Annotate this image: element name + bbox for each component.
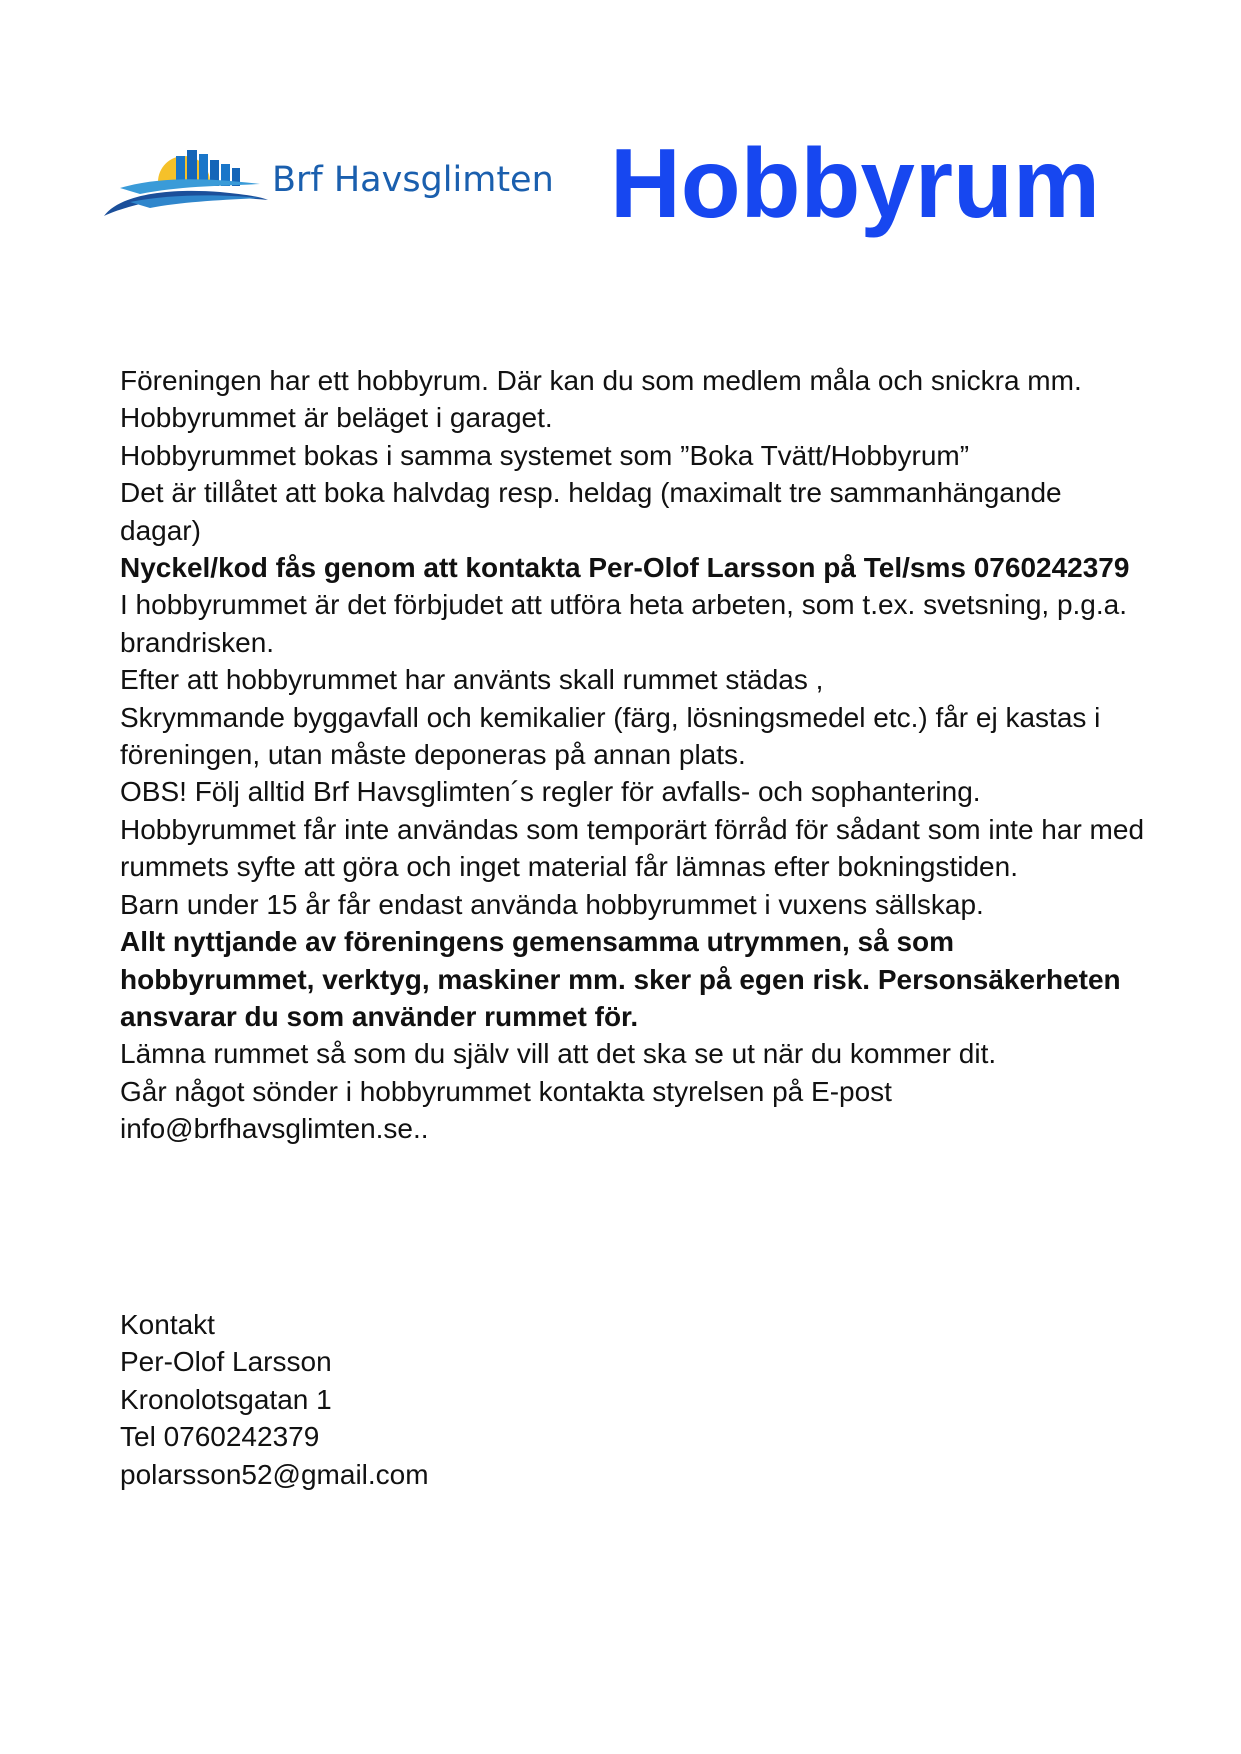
body-paragraph: Lämna rummet så som du själv vill att det ska se ut när du kommer dit.	[120, 1038, 997, 1070]
contact-address: Kronolotsgatan 1	[120, 1383, 332, 1415]
logo-emblem-icon	[100, 142, 280, 222]
body-paragraph: OBS! Följ alltid Brf Havsglimten´s regler för avfalls- och sophantering.	[120, 776, 981, 808]
document-body	[120, 362, 1150, 1148]
document-header	[100, 128, 1140, 238]
contact-phone: Tel 0760242379	[120, 1421, 320, 1453]
contact-name: Per-Olof Larsson	[120, 1346, 332, 1378]
body-paragraph: Hobbyrummet bokas i samma systemet som ”Boka Tvätt/Hobbyrum”	[120, 439, 970, 471]
body-paragraph: Barn under 15 år får endast använda hobbyrummet i vuxens sällskap.	[120, 888, 984, 920]
key-code-notice: Nyckel/kod fås genom att kontakta Per-Olof Larsson på Tel/sms 0760242379	[120, 552, 1130, 584]
body-paragraph: Föreningen har ett hobbyrum. Där kan du som medlem måla och snickra mm.	[120, 365, 1082, 396]
body-paragraph: Efter att hobbyrummet har använts skall rummet städas ,	[120, 664, 824, 696]
body-paragraph: Hobbyrummet får inte användas som temporärt förråd för sådant som inte har med rummets syfte att göra och inget material får lämnas efter bokningstiden.	[120, 813, 1145, 883]
body-paragraph: I hobbyrummet är det förbjudet att utföra heta arbeten, som t.ex. svetsning, p.g.a. brandrisken.	[120, 589, 1128, 658]
page-title: Hobbyrum	[610, 128, 1100, 238]
contact-heading: Kontakt	[120, 1309, 215, 1340]
body-paragraph: Går något sönder i hobbyrummet kontakta styrelsen på E-post info@brfhavsglimten.se..	[120, 1075, 892, 1145]
brf-havsglimten-logo	[100, 142, 570, 222]
risk-notice: Allt nyttjande av föreningens gemensamma utrymmen, så som hobbyrummet, verktyg, maskiner mm. sker på egen risk. Personsäkerheten ansvarar du som använder rummet för.	[120, 926, 1121, 1032]
body-paragraph: Det är tillåtet att boka halvdag resp. heldag (maximalt tre sammanhängande dagar)	[120, 477, 1062, 546]
body-paragraph: Hobbyrummet är beläget i garaget.	[120, 402, 553, 434]
body-paragraph: Skrymmande byggavfall och kemikalier (färg, lösningsmedel etc.) får ej kastas i föreningen, utan måste deponeras på annan plats.	[120, 701, 1101, 771]
contact-email: polarsson52@gmail.com	[120, 1458, 429, 1490]
contact-block	[120, 1306, 920, 1493]
logo-text: Brf Havsglimten	[272, 160, 554, 200]
